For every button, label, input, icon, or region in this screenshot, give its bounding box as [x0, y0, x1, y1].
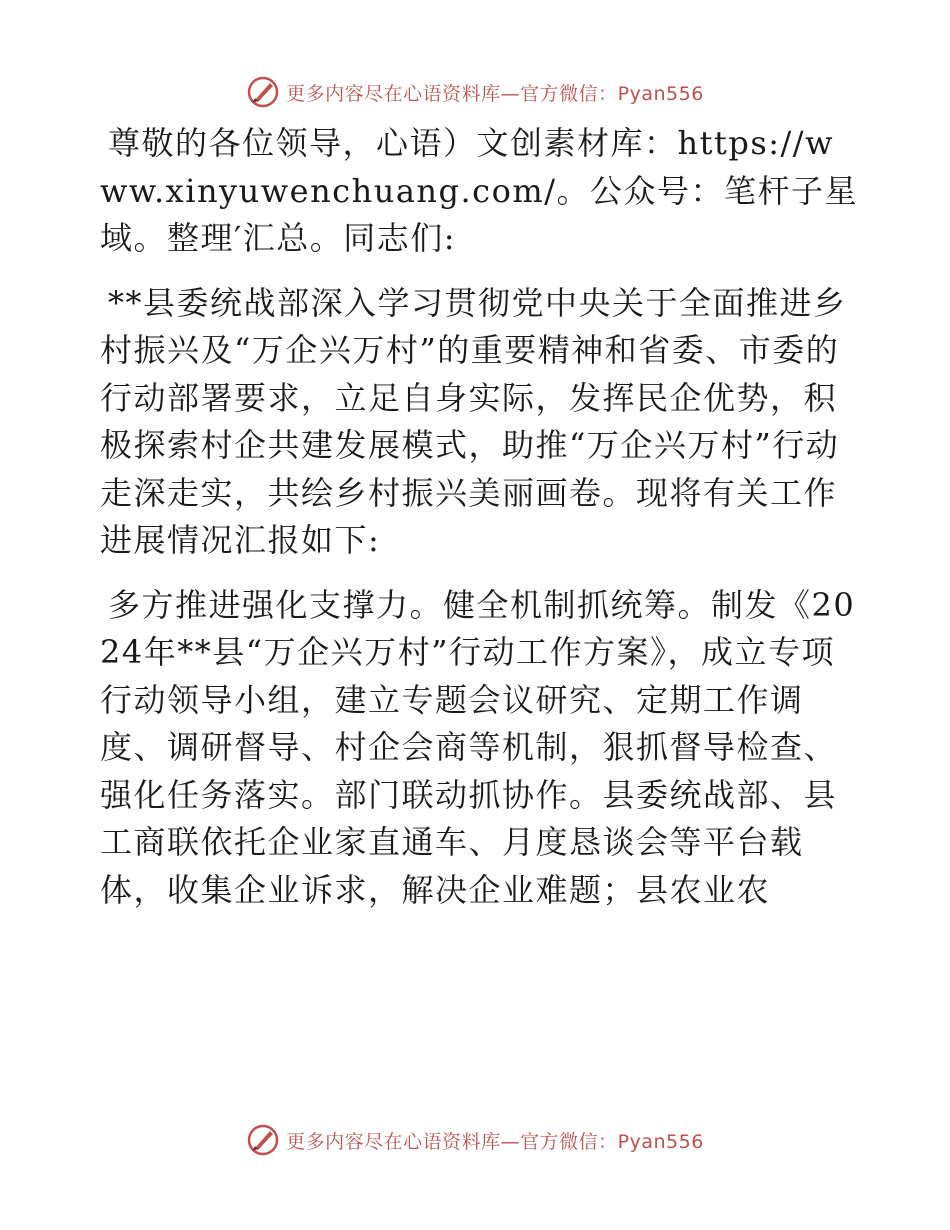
paragraph-section-one: 多方推进强化支撑力。健全机制抓统筹。制发《2024年**县“万企兴万村”行动工作方案》，成立专项行动领导小组，建立专题会议研究、定期工作调度、调研督导、村企会商等机制，狠抓督导检查、强化任务落实。部门联动抓协作。县委统战部、县工商联依托企业家直通车、月度恳谈会等平台载体，收集企业诉求，解决企业难题；县农业农: [100, 585, 856, 909]
document-body: [100, 120, 860, 931]
watermark-text: 更多内容尽在心语资料库—官方微信：Pyan556: [286, 1130, 704, 1153]
footer-watermark: [0, 1120, 950, 1160]
paragraph-intro: **县委统战部深入学习贯彻党中央关于全面推进乡村振兴及“万企兴万村”的重要精神和省委、市委的行动部署要求，立足自身实际，发挥民企优势，积极探索村企共建发展模式，助推“万企兴万村”行动走深走实，共绘乡村振兴美丽画卷。现将有关工作进展情况汇报如下:: [100, 283, 847, 559]
paragraph-greeting: 尊敬的各位领导，心语）文创素材库：https://www.xinyuwenchuang.com/。公众号：笔杆子星域。整理′汇总。同志们:: [100, 124, 858, 257]
feather-pen-logo-icon: [246, 1123, 280, 1157]
watermark-text: 更多内容尽在心语资料库—官方微信：Pyan556: [286, 82, 704, 105]
feather-pen-logo-icon: [246, 75, 280, 109]
header-watermark: [0, 72, 950, 112]
